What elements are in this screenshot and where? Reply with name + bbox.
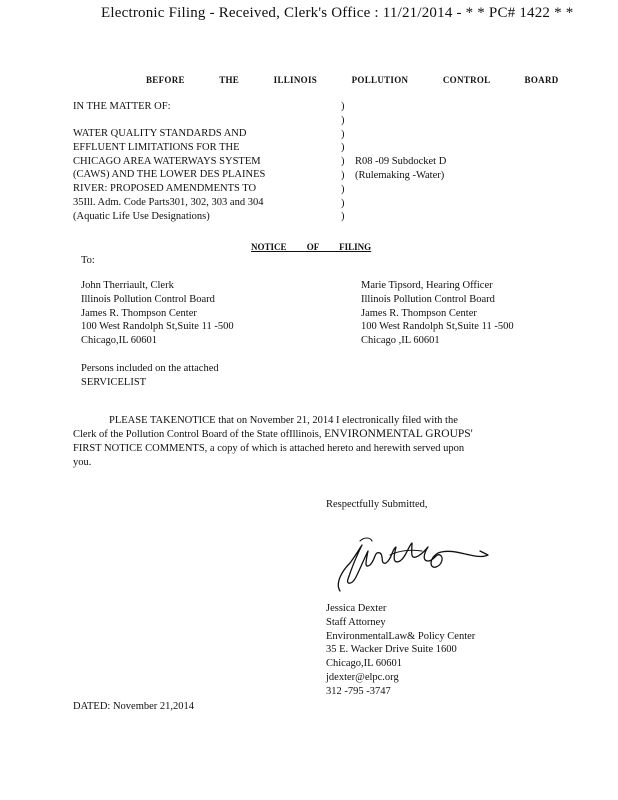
signature-block xyxy=(326,602,475,699)
signer-phone: 312 -795 -3747 xyxy=(326,685,391,697)
caption-line: 35Ill. Adm. Code Parts301, 302, 303 and 304 xyxy=(73,196,264,208)
caption-brackets xyxy=(341,100,345,224)
body-line-1: PLEASE TAKENOTICE that on November 21, 2014 I electronically filed with the xyxy=(109,415,458,426)
address-line: 100 West Randolph St,Suite 11 -500 xyxy=(81,321,234,333)
service-line: Persons included on the attached xyxy=(81,363,219,374)
docket-number: R08 -09 Subdocket D xyxy=(355,156,447,167)
service-list-note xyxy=(81,362,219,390)
body-line-2 xyxy=(73,428,473,442)
recipient-left xyxy=(81,279,234,348)
body-line-2-text: Clerk of the Pollution Control Board of the State ofIllinois, xyxy=(73,429,325,440)
bracket: ) xyxy=(341,156,345,168)
address-line: Chicago,IL 60601 xyxy=(81,335,158,347)
address-line: James R. Thompson Center xyxy=(361,307,477,319)
caption-line: CHICAGO AREA WATERWAYS SYSTEM xyxy=(73,155,261,167)
body-line-4: you. xyxy=(73,457,92,468)
bracket: ) xyxy=(341,142,345,154)
to-label: To: xyxy=(81,255,95,266)
address-line: Chicago ,IL 60601 xyxy=(361,335,440,347)
signer-line: Chicago,IL 60601 xyxy=(326,658,403,670)
rulemaking-type: (Rulemaking -Water) xyxy=(355,170,445,181)
address-line: James R. Thompson Center xyxy=(81,307,197,319)
signer-line: Jessica Dexter xyxy=(326,603,387,614)
recipient-right xyxy=(361,279,514,348)
signer-email: jdexter@elpc.org xyxy=(326,671,399,683)
caption-line: (CAWS) AND THE LOWER DES PLAINES xyxy=(73,169,266,181)
environmental-groups: ENVIRONMENTAL GROUPS' xyxy=(324,428,473,440)
address-line: John Therriault, Clerk xyxy=(81,280,174,291)
bracket: ) xyxy=(341,169,345,181)
matter-label: IN THE MATTER OF: xyxy=(73,101,171,112)
caption-line: RIVER: PROPOSED AMENDMENTS TO xyxy=(73,183,257,195)
signer-line: Staff Attorney xyxy=(326,616,386,628)
address-line: Illinois Pollution Control Board xyxy=(81,293,215,305)
address-line: Marie Tipsord, Hearing Officer xyxy=(361,280,493,291)
closing: Respectfully Submitted, xyxy=(326,499,428,510)
caption-line: (Aquatic Life Use Designations) xyxy=(73,210,210,222)
body-line-3: FIRST NOTICE COMMENTS, a copy of which is attached hereto and herewith served upon xyxy=(73,443,465,454)
address-line: Illinois Pollution Control Board xyxy=(361,293,495,305)
signature-image xyxy=(330,533,500,603)
caption-line: EFFLUENT LIMITATIONS FOR THE xyxy=(73,141,240,153)
signer-line: 35 E. Wacker Drive Suite 1600 xyxy=(326,644,457,656)
bracket: ) xyxy=(341,101,345,112)
caption-line: WATER QUALITY STANDARDS AND xyxy=(73,128,247,139)
caption-title xyxy=(73,127,265,224)
filing-stamp: Electronic Filing - Received, Clerk's Office : 11/21/2014 - * * PC# 1422 * * xyxy=(101,5,574,21)
bracket: ) xyxy=(341,211,345,223)
board-heading: BEFORE THE ILLINOIS POLLUTION CONTROL BOARD xyxy=(146,75,559,85)
address-line: 100 West Randolph St,Suite 11 -500 xyxy=(361,321,514,333)
notice-title: NOTICE OF FILING xyxy=(251,242,372,252)
bracket: ) xyxy=(341,128,345,140)
service-line: SERVICELIST xyxy=(81,376,147,388)
bracket: ) xyxy=(341,197,345,209)
signer-line: EnvironmentalLaw& Policy Center xyxy=(326,630,476,642)
dated-line: DATED: November 21,2014 xyxy=(73,701,195,712)
bracket: ) xyxy=(341,183,345,195)
bracket: ) xyxy=(341,114,345,126)
